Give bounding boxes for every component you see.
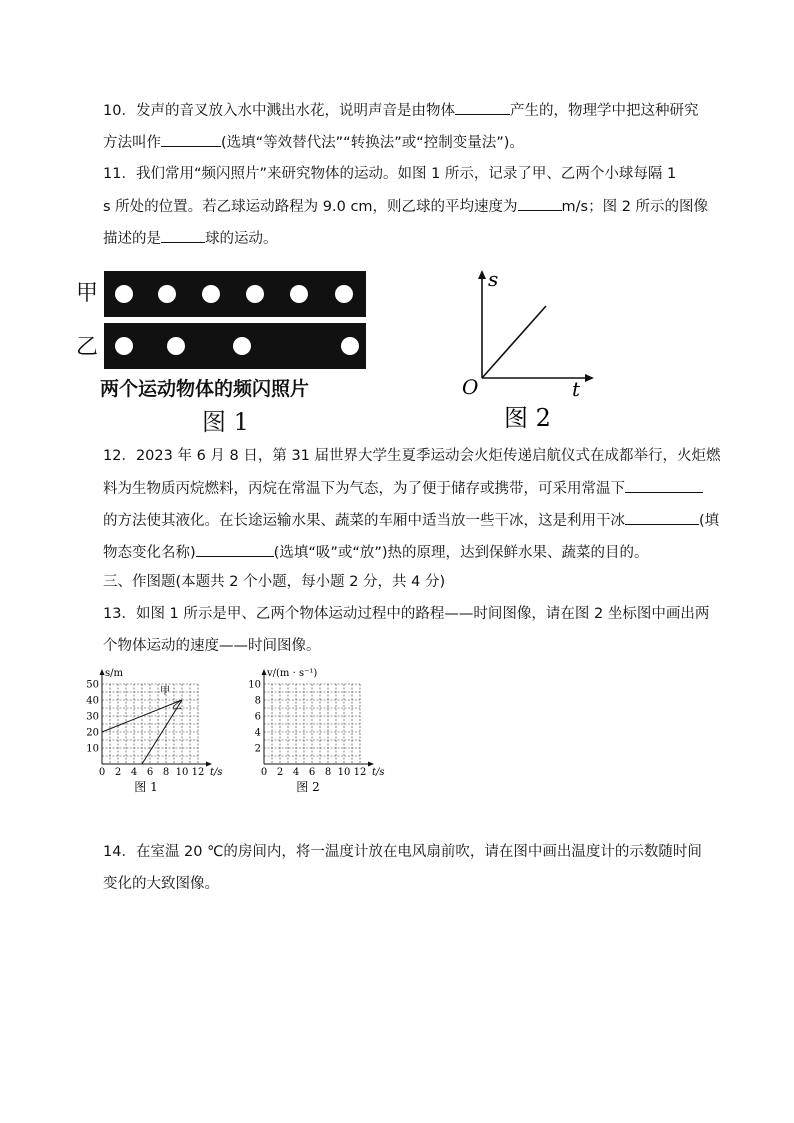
x-tick-label: 6 [146, 767, 154, 778]
figure-caption: 图 1 [134, 780, 158, 794]
q14-line2: 变化的大致图像。 [103, 876, 219, 892]
q13-line2: 个物体运动的速度——时间图像。 [103, 638, 321, 654]
figure-label-2: 图 2 [504, 404, 551, 432]
ball [290, 285, 308, 303]
strip-a [104, 271, 366, 317]
y-axis-label: v/(m · s⁻¹) [267, 668, 318, 679]
ball [167, 337, 185, 355]
x-tick-label: 12 [353, 767, 367, 778]
q11-line3: 描述的是 球的运动。 [103, 228, 278, 249]
q12-line3: 的方法使其液化。在长途运输水果、蔬菜的车厢中适当放一些干冰，这是利用干冰 (填 [103, 510, 719, 531]
y-axis-label: s [488, 267, 499, 291]
y-axis-label: s/m [105, 668, 123, 679]
strobe-figure [74, 266, 374, 436]
x-axis-label: t/s [210, 767, 223, 778]
q13-line1: 13．如图 1 所示是甲、乙两个物体运动过程中的路程——时间图像，请在图 2 坐标图中画出两 [103, 606, 710, 622]
ball [335, 285, 353, 303]
ball [246, 285, 264, 303]
answer-blank[interactable] [161, 228, 205, 243]
y-tick-label: 10 [86, 743, 99, 755]
series-label: 甲 [160, 686, 170, 697]
answer-blank[interactable] [518, 196, 562, 211]
q12-line1: 12．2023 年 6 月 8 日，第 31 届世界大学生夏季运动会火炬传递启航仪式在成都举行，火炬燃 [103, 448, 721, 464]
x-tick-label: 10 [337, 767, 351, 778]
x-tick-label: 0 [98, 767, 106, 778]
answer-blank[interactable] [625, 510, 699, 525]
y-tick-label: 4 [254, 727, 261, 739]
y-tick-label: 2 [254, 743, 261, 755]
answer-blank[interactable] [196, 542, 274, 557]
x-tick-label: 8 [324, 767, 332, 778]
x-tick-label: 2 [114, 767, 122, 778]
series-label: 乙 [172, 701, 182, 712]
ball [233, 337, 251, 355]
answer-blank[interactable] [625, 478, 703, 493]
ball [341, 337, 359, 355]
y-tick-label: 20 [86, 727, 99, 739]
y-tick-label: 30 [86, 711, 99, 723]
row-label-a: 甲 [76, 281, 99, 306]
q11-line2: s 所处的位置。若乙球运动路程为 9.0 cm，则乙球的平均速度为 m/s；图 2 所示的图像 [103, 196, 708, 217]
figure-label-1: 图 1 [202, 408, 249, 436]
st-graph [450, 266, 600, 436]
answer-blank[interactable] [161, 132, 221, 147]
row-label-b: 乙 [76, 335, 99, 360]
y-tick-label: 40 [86, 695, 99, 707]
q14-line1: 14．在室温 20 ℃的房间内，将一温度计放在电风扇前吹，请在图中画出温度计的示数随时间 [103, 844, 702, 860]
x-tick-label: 8 [162, 767, 170, 778]
x-tick-label: 4 [130, 767, 138, 778]
y-tick-label: 6 [254, 711, 261, 723]
y-axis-arrow [100, 669, 105, 675]
y-tick-label: 50 [86, 679, 99, 691]
q11-line1: 11．我们常用“频闪照片”来研究物体的运动。如图 1 所示，记录了甲、乙两个小球每隔 1 [103, 166, 677, 182]
ball [202, 285, 220, 303]
q10-line2: 方法叫作 (选填“等效替代法”“转换法”或“控制变量法”)。 [103, 132, 524, 153]
ball [115, 337, 133, 355]
x-tick-label: 12 [191, 767, 205, 778]
graph-line [482, 306, 546, 378]
x-tick-label: 2 [276, 767, 284, 778]
x-tick-label: 4 [292, 767, 300, 778]
y-tick-label: 8 [254, 695, 261, 707]
strobe-caption: 两个运动物体的频闪照片 [100, 378, 310, 400]
x-axis-arrow [368, 762, 374, 767]
ball [115, 285, 133, 303]
x-tick-label: 6 [308, 767, 316, 778]
strip-b [104, 323, 366, 369]
st-chart [80, 664, 240, 804]
ball [158, 285, 176, 303]
y-axis-arrow [478, 270, 486, 279]
section-heading: 三、作图题(本题共 2 个小题，每小题 2 分，共 4 分) [103, 574, 446, 590]
figure-caption: 图 2 [296, 780, 320, 794]
answer-blank[interactable] [455, 100, 510, 115]
origin-label: O [462, 375, 479, 399]
x-axis-arrow [206, 762, 212, 767]
q12-line4: 物态变化名称) (选填“吸”或“放”)热的原理，达到保鲜水果、蔬菜的目的。 [103, 542, 649, 563]
x-axis-label: t/s [372, 767, 385, 778]
y-tick-label: 10 [248, 679, 261, 691]
q10-line1: 10．发声的音叉放入水中溅出水花，说明声音是由物体 产生的，物理学中把这种研究 [103, 100, 698, 121]
x-tick-label: 10 [175, 767, 189, 778]
q12-line2: 料为生物质丙烷燃料，丙烷在常温下为气态，为了便于储存或携带，可采用常温下 [103, 478, 703, 499]
x-tick-label: 0 [260, 767, 268, 778]
y-axis-arrow [262, 669, 267, 675]
vt-chart [242, 664, 402, 804]
x-axis-label: t [572, 377, 581, 401]
x-axis-arrow [585, 374, 594, 382]
